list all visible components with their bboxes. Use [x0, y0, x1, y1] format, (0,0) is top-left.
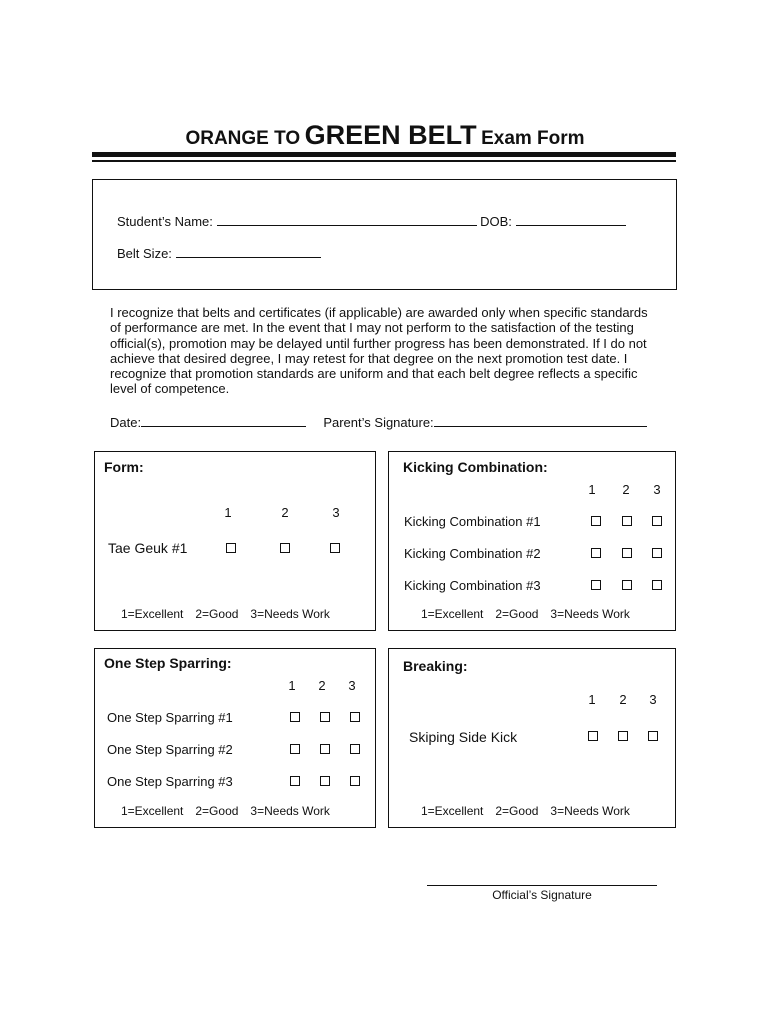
kicking-item-1-rating-3-checkbox[interactable]	[652, 516, 662, 526]
breaking-scale-1: 1	[588, 692, 596, 707]
kicking-item-3-rating-1-checkbox[interactable]	[591, 580, 601, 590]
kicking-heading: Kicking Combination:	[403, 459, 548, 475]
sparring-item-1-rating-1-checkbox[interactable]	[290, 712, 300, 722]
sparring-item-2-rating-1-checkbox[interactable]	[290, 744, 300, 754]
belt-size-row	[117, 244, 321, 261]
kicking-item-3-label: Kicking Combination #3	[404, 578, 541, 593]
legend-excellent: 1=Excellent	[421, 804, 484, 818]
legend-good: 2=Good	[495, 804, 539, 818]
official-signature-label: Official’s Signature	[492, 888, 592, 902]
belt-size-field[interactable]	[176, 244, 321, 258]
kicking-scale-1: 1	[588, 482, 596, 497]
legend-good: 2=Good	[495, 607, 539, 621]
title-rule-thick	[92, 152, 676, 157]
student-name-label: Student’s Name:	[117, 214, 213, 229]
sparring-scale-1: 1	[288, 678, 296, 693]
kicking-section-box	[388, 451, 676, 631]
breaking-item-rating-3-checkbox[interactable]	[648, 731, 658, 741]
title-part-1: ORANGE TO	[185, 128, 301, 149]
kicking-scale-3: 3	[653, 482, 661, 497]
legend-excellent: 1=Excellent	[421, 607, 484, 621]
parent-signature-label: Parent’s Signature:	[323, 415, 434, 430]
kicking-scale-2: 2	[622, 482, 630, 497]
form-scale-2: 2	[281, 505, 289, 520]
sparring-item-3-rating-1-checkbox[interactable]	[290, 776, 300, 786]
form-item-label: Tae Geuk #1	[108, 540, 188, 556]
title-part-2: GREEN BELT	[304, 120, 477, 150]
official-signature-field[interactable]	[427, 885, 657, 886]
sparring-item-2-rating-2-checkbox[interactable]	[320, 744, 330, 754]
title-part-3: Exam Form	[481, 128, 585, 149]
sparring-item-1-rating-2-checkbox[interactable]	[320, 712, 330, 722]
sparring-scale-3: 3	[348, 678, 356, 693]
title-rule-thin	[92, 160, 676, 162]
sparring-item-1-label: One Step Sparring #1	[107, 710, 233, 725]
form-item-rating-2-checkbox[interactable]	[280, 543, 290, 553]
kicking-item-2-rating-2-checkbox[interactable]	[622, 548, 632, 558]
form-heading: Form:	[104, 459, 144, 475]
breaking-legend	[421, 804, 642, 818]
breaking-heading: Breaking:	[403, 658, 468, 674]
date-field[interactable]	[141, 413, 306, 427]
kicking-item-1-rating-1-checkbox[interactable]	[591, 516, 601, 526]
student-name-field[interactable]	[217, 212, 477, 226]
date-label: Date:	[110, 415, 142, 430]
legend-needs-work: 3=Needs Work	[550, 804, 630, 818]
breaking-item-label: Skiping Side Kick	[409, 729, 518, 745]
kicking-item-3-rating-2-checkbox[interactable]	[622, 580, 632, 590]
form-scale-3: 3	[332, 505, 340, 520]
sparring-item-1-rating-3-checkbox[interactable]	[350, 712, 360, 722]
sparring-scale-2: 2	[318, 678, 326, 693]
kicking-item-2-rating-3-checkbox[interactable]	[652, 548, 662, 558]
breaking-item-rating-2-checkbox[interactable]	[618, 731, 628, 741]
breaking-scale-2: 2	[619, 692, 627, 707]
date-signature-row	[110, 413, 647, 430]
form-item-rating-1-checkbox[interactable]	[226, 543, 236, 553]
parent-signature-field[interactable]	[434, 413, 647, 427]
sparring-section-box	[94, 648, 376, 828]
dob-label: DOB:	[480, 214, 512, 229]
form-scale-1: 1	[224, 505, 232, 520]
student-info-box	[92, 179, 677, 290]
sparring-heading: One Step Sparring:	[104, 655, 232, 671]
page-title	[0, 120, 770, 151]
breaking-scale-3: 3	[649, 692, 657, 707]
kicking-item-1-label: Kicking Combination #1	[404, 514, 541, 529]
sparring-item-3-rating-2-checkbox[interactable]	[320, 776, 330, 786]
legend-needs-work: 3=Needs Work	[250, 607, 330, 621]
kicking-item-2-rating-1-checkbox[interactable]	[591, 548, 601, 558]
belt-size-label: Belt Size:	[117, 246, 172, 261]
acknowledgement-statement: I recognize that belts and certificates (if applicable) are awarded only when specific standards of performance are met. In the event that I may not perform to the satisfaction of the testing official(s), promotion may be delayed until further progress has been demonstrated. If I do not achieve that desired degree, I may retest for that degree on the next promotion test date. I recognize that promotion standards are uniform and that each belt degree reflects a specific level of competence.	[110, 305, 648, 397]
legend-excellent: 1=Excellent	[121, 607, 184, 621]
kicking-item-1-rating-2-checkbox[interactable]	[622, 516, 632, 526]
sparring-item-2-label: One Step Sparring #2	[107, 742, 233, 757]
form-legend	[121, 607, 342, 621]
legend-good: 2=Good	[195, 607, 239, 621]
sparring-item-2-rating-3-checkbox[interactable]	[350, 744, 360, 754]
sparring-item-3-label: One Step Sparring #3	[107, 774, 233, 789]
breaking-item-rating-1-checkbox[interactable]	[588, 731, 598, 741]
form-item-rating-3-checkbox[interactable]	[330, 543, 340, 553]
sparring-item-3-rating-3-checkbox[interactable]	[350, 776, 360, 786]
sparring-legend	[121, 804, 342, 818]
legend-excellent: 1=Excellent	[121, 804, 184, 818]
kicking-item-3-rating-3-checkbox[interactable]	[652, 580, 662, 590]
dob-field[interactable]	[516, 212, 626, 226]
legend-needs-work: 3=Needs Work	[250, 804, 330, 818]
legend-needs-work: 3=Needs Work	[550, 607, 630, 621]
legend-good: 2=Good	[195, 804, 239, 818]
kicking-legend	[421, 607, 642, 621]
student-name-row	[117, 212, 626, 229]
kicking-item-2-label: Kicking Combination #2	[404, 546, 541, 561]
